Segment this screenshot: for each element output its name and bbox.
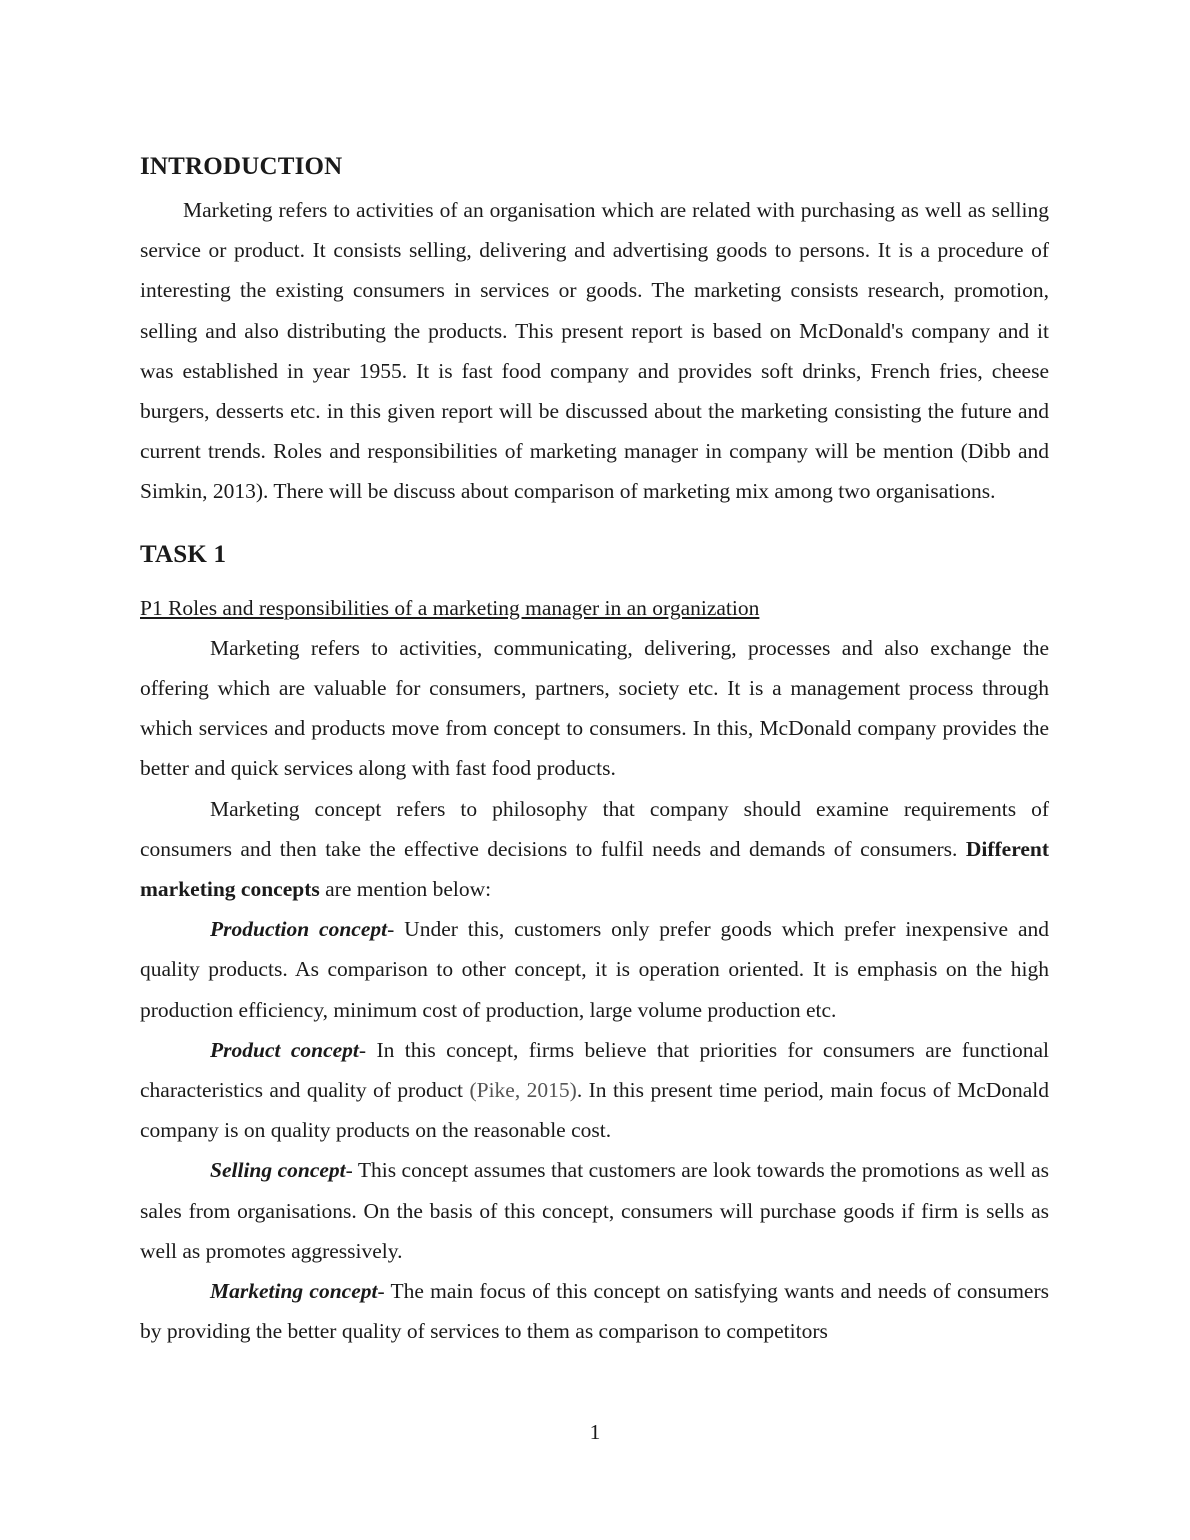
introduction-heading: INTRODUCTION <box>140 153 343 180</box>
production-concept-title: Production concept <box>210 917 388 942</box>
selling-concept-text: This concept assumes that customers are look towards the promotions as well as sales from organisations. On the basis of this concept, consumers will purchase goods if firm is sells as well as promotes aggressively. <box>140 1158 1049 1263</box>
different-concepts-bold: Different marketing concepts <box>140 836 1050 902</box>
marketing-concept-dash: - <box>377 1279 385 1304</box>
marketing-concept-text: The main focus of this concept on satisfying wants and needs of consumers by providing the better quality of services to them as comparison to competitors <box>140 1279 1049 1344</box>
document-page <box>140 150 1049 1351</box>
selling-concept-paragraph <box>140 1150 1049 1271</box>
introduction-paragraph: Marketing refers to activities of an organisation which are related with purchasing as well as selling service or product. It consists selling, delivering and advertising goods to persons. It is a procedure of interesting the existing consumers in services or goods. The marketing consists research, promotion, selling and also distributing the products. This present report is based on McDonald's company and it was established in year 1955. It is fast food company and provides soft drinks, French fries, cheese burgers, desserts etc. in this given report will be discussed about the marketing consisting the future and current trends. Roles and responsibilities of marketing manager in company will be mention (Dibb and Simkin, 2013). There will be discuss about comparison of marketing mix among two organisations. <box>140 198 1049 504</box>
product-concept-paragraph <box>140 1030 1049 1151</box>
product-concept-title: Product concept <box>210 1037 359 1062</box>
production-concept-dash: - <box>387 917 395 942</box>
marketing-concept-text: Marketing concept refers to philosophy that company should examine requirements of consumers and then take the effective decisions to fulfil needs and demands of consumers. <box>140 796 1049 861</box>
selling-concept-dash: - <box>345 1158 353 1183</box>
product-concept-text: In this concept, firms believe that priorities for consumers are functional characteristics and quality of product <box>140 1037 1050 1103</box>
production-concept-paragraph <box>140 909 1049 1030</box>
product-concept-text-end: . In this present time period, main focus of McDonald company is on quality products on the reasonable cost. <box>140 1078 1050 1143</box>
page-number: 1 <box>589 1420 601 1444</box>
marketing-concept-item-paragraph <box>140 1271 1049 1351</box>
product-concept-dash: - <box>358 1037 367 1062</box>
task1-heading: TASK 1 <box>140 540 227 568</box>
p1-subheading: P1 Roles and responsibilities of a marketing manager in an organization <box>140 595 760 620</box>
mention-below-text: are mention below: <box>325 877 492 902</box>
selling-concept-title: Selling concept <box>210 1158 346 1183</box>
marketing-concept-paragraph <box>140 789 1049 910</box>
marketing-concept-title: Marketing concept <box>210 1279 378 1304</box>
pike-citation: (Pike, 2015) <box>469 1078 577 1103</box>
marketing-definition-paragraph: Marketing refers to activities, communicating, delivering, processes and also exchange the offering which are valuable for consumers, partners, society etc. It is a management process through which services and products move from concept to consumers. In this, McDonald company provides the better and quick services along with fast food products. <box>140 635 1049 781</box>
production-concept-text: Under this, customers only prefer goods which prefer inexpensive and quality products. As comparison to other concept, it is operation oriented. It is emphasis on the high production efficiency, minimum cost of production, large volume production etc. <box>140 917 1050 1022</box>
